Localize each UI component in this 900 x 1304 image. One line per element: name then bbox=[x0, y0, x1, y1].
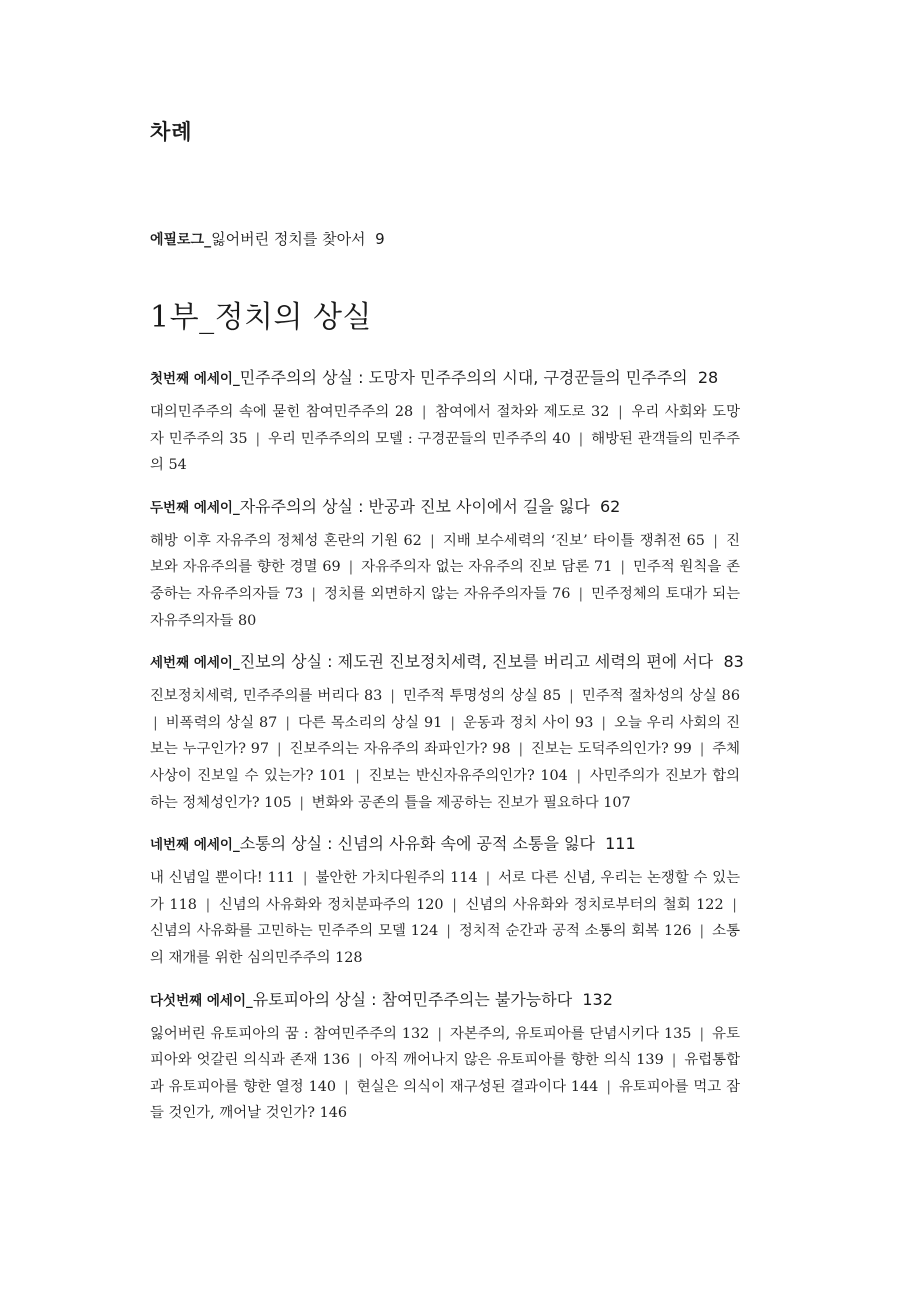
entry-separator: | bbox=[569, 688, 574, 705]
subentry: 신념의 사유화와 정치로부터의 철회 122 bbox=[465, 896, 724, 913]
entry-separator: | bbox=[285, 714, 291, 731]
subentry: 서로 다른 신념, 우리는 논쟁할 수 있는가 118 bbox=[150, 870, 741, 913]
entry-separator: | bbox=[446, 923, 451, 940]
subentry: 민주적 절차성의 상실 86 bbox=[581, 688, 740, 705]
subentry: 유토피아와 엇갈린 의식과 존재 136 bbox=[150, 1025, 740, 1069]
epilogue-label: 에필로그_ bbox=[150, 232, 212, 248]
entry-separator: | bbox=[302, 870, 308, 887]
entry-separator: | bbox=[699, 923, 705, 940]
subentry: 민주적 투명성의 상실 85 bbox=[402, 688, 562, 705]
essay-title: 민주주의의 상실 : 도망자 민주주의의 시대, 구경꾼들의 민주주의 bbox=[239, 368, 688, 387]
entry-separator: | bbox=[518, 741, 524, 758]
essay-list bbox=[150, 364, 744, 1141]
essay-subentries bbox=[150, 683, 740, 816]
essay-title: 진보의 상실 : 제도권 진보정치세력, 진보를 버리고 세력의 편에 서다 bbox=[239, 652, 714, 672]
subentry: 진보는 도덕주의인가? 99 bbox=[531, 741, 692, 758]
entry-separator: | bbox=[276, 741, 282, 758]
subentry: 지배 보수세력의 ‘진보’ 타이틀 쟁취전 65 bbox=[443, 532, 705, 549]
entry-separator: | bbox=[617, 404, 623, 420]
essay-page: 111 bbox=[605, 834, 636, 854]
subentry: 내 신념일 뿐이다! 111 bbox=[150, 870, 295, 887]
entry-separator: | bbox=[713, 532, 718, 549]
essay-page: 28 bbox=[697, 368, 719, 387]
entry-separator: | bbox=[355, 767, 360, 784]
subentry: 유토피아를 먹고 잠들 것인가, 깨어날 것인가? 146 bbox=[150, 1078, 740, 1122]
essay-heading bbox=[150, 648, 744, 677]
essay-heading bbox=[150, 986, 740, 1015]
essay-subentries bbox=[150, 1021, 740, 1127]
essay-title: 유토피아의 상실 : 참여민주주의는 불가능하다 bbox=[252, 989, 573, 1009]
essay-label: 세번째 에세이_ bbox=[150, 655, 240, 672]
essay-label: 첫번째 에세이_ bbox=[150, 371, 240, 387]
epilogue-page: 9 bbox=[375, 230, 385, 248]
subentry: 자본주의, 유토피아를 단념시키다 135 bbox=[450, 1025, 692, 1042]
epilogue-title: 잃어버린 정치를 찾아서 bbox=[211, 230, 366, 248]
subentry: 소통의 재개를 위한 심의민주주의 128 bbox=[150, 923, 740, 966]
essay-subentries bbox=[150, 528, 740, 634]
entry-separator: | bbox=[732, 896, 737, 913]
entry-separator: | bbox=[485, 870, 491, 887]
entry-separator: | bbox=[699, 741, 705, 758]
entry-separator: | bbox=[343, 1078, 349, 1095]
entry-separator: | bbox=[699, 1025, 705, 1042]
entry-separator: | bbox=[390, 688, 396, 705]
essay-section bbox=[150, 648, 744, 816]
entry-separator: | bbox=[620, 559, 626, 576]
essay-label: 두번째 에세이_ bbox=[150, 499, 240, 516]
epilogue-entry bbox=[150, 228, 385, 249]
essay-section bbox=[150, 986, 740, 1127]
essay-page: 62 bbox=[600, 496, 621, 516]
entry-separator: | bbox=[299, 794, 305, 811]
entry-separator: | bbox=[601, 714, 607, 731]
subentry: 정치를 외면하지 않는 자유주의자들 76 bbox=[323, 585, 571, 602]
subentry: 정치적 순간과 공적 소통의 회복 126 bbox=[458, 923, 692, 940]
entry-separator: | bbox=[576, 767, 582, 784]
subentry: 현실은 의식이 재구성된 결과이다 144 bbox=[356, 1078, 599, 1095]
subentry: 유럽통합과 유토피아를 향한 열정 140 bbox=[150, 1052, 740, 1095]
subentry: 오늘 우리 사회의 진보는 누구인가? 97 bbox=[150, 714, 741, 758]
essay-title: 자유주의의 상실 : 반공과 진보 사이에서 길을 잃다 bbox=[239, 496, 590, 516]
essay-label: 네번째 에세이_ bbox=[150, 837, 240, 854]
entry-separator: | bbox=[421, 404, 427, 420]
essay-section bbox=[150, 364, 740, 479]
entry-separator: | bbox=[429, 532, 435, 549]
entry-separator: | bbox=[153, 714, 158, 731]
subentry: 진보주의는 자유주의 좌파인가? 98 bbox=[289, 741, 511, 758]
subentry: 진보는 반신자유주의인가? 104 bbox=[368, 767, 568, 784]
entry-separator: | bbox=[452, 896, 457, 913]
entry-separator: | bbox=[606, 1078, 612, 1095]
subentry: 다른 목소리의 상실 91 bbox=[298, 714, 443, 731]
entry-separator: | bbox=[450, 714, 456, 731]
entry-separator: | bbox=[311, 585, 317, 602]
essay-heading bbox=[150, 493, 740, 522]
essay-page: 83 bbox=[723, 652, 744, 672]
subentry: 주체사상이 진보일 수 있는가? 101 bbox=[150, 741, 741, 784]
essay-heading bbox=[150, 830, 740, 859]
subentry: 불안한 가치다원주의 114 bbox=[315, 870, 478, 887]
entry-separator: | bbox=[578, 585, 584, 602]
subentry: 대의민주주의 속에 묻힌 참여민주주의 28 bbox=[150, 404, 414, 420]
toc-title: 차례 bbox=[150, 120, 193, 144]
essay-section bbox=[150, 830, 740, 971]
essay-title: 소통의 상실 : 신념의 사유화 속에 공적 소통을 잃다 bbox=[239, 834, 595, 854]
subentry: 변화와 공존의 틀을 제공하는 진보가 필요하다 107 bbox=[311, 794, 631, 811]
entry-separator: | bbox=[437, 1025, 443, 1042]
subentry: 진보정치세력, 민주주의를 버리다 83 bbox=[150, 688, 383, 705]
entry-separator: | bbox=[255, 430, 261, 447]
subentry: 신념의 사유화를 고민하는 민주주의 모델 124 bbox=[150, 923, 439, 940]
subentry: 운동과 정치 사이 93 bbox=[463, 714, 594, 731]
subentry: 우리 민주주의의 모델 : 구경꾼들의 민주주의 40 bbox=[268, 430, 571, 447]
subentry: 비폭력의 상실 87 bbox=[165, 714, 278, 731]
subentry: 자유주의자 없는 자유주의 진보 담론 71 bbox=[361, 559, 613, 576]
essay-section bbox=[150, 493, 740, 634]
entry-separator: | bbox=[205, 896, 211, 913]
subentry: 신념의 사유화와 정치분파주의 120 bbox=[218, 896, 444, 913]
entry-separator: | bbox=[348, 559, 354, 576]
essay-subentries bbox=[150, 865, 740, 971]
subentry: 잃어버린 유토피아의 꿈 : 참여민주주의 132 bbox=[150, 1025, 430, 1042]
entry-separator: | bbox=[578, 430, 584, 447]
subentry: 해방 이후 자유주의 정체성 혼란의 기원 62 bbox=[150, 532, 422, 549]
essay-page: 132 bbox=[582, 989, 613, 1009]
subentry: 우리 사회와 도망자 민주주의 35 bbox=[150, 404, 740, 447]
entry-separator: | bbox=[671, 1052, 677, 1069]
subentry: 해방된 관객들의 민주주의 54 bbox=[150, 430, 740, 474]
essay-subentries bbox=[150, 399, 740, 479]
entry-separator: | bbox=[357, 1052, 363, 1069]
subentry: 진보와 자유주의를 향한 경멸 69 bbox=[150, 532, 741, 576]
subentry: 사민주의가 진보가 합의하는 정체성인가? 105 bbox=[150, 767, 741, 811]
subentry: 아직 깨어나지 않은 유토피아를 향한 의식 139 bbox=[370, 1052, 664, 1069]
subentry: 참여에서 절차와 제도로 32 bbox=[435, 404, 610, 420]
subentry: 민주정체의 토대가 되는 자유주의자들 80 bbox=[150, 585, 741, 629]
essay-heading bbox=[150, 364, 740, 393]
part-title: 1부_정치의 상실 bbox=[150, 300, 373, 335]
essay-label: 다섯번째 에세이_ bbox=[150, 992, 253, 1009]
subentry: 민주적 원칙을 존중하는 자유주의자들 73 bbox=[150, 559, 740, 602]
